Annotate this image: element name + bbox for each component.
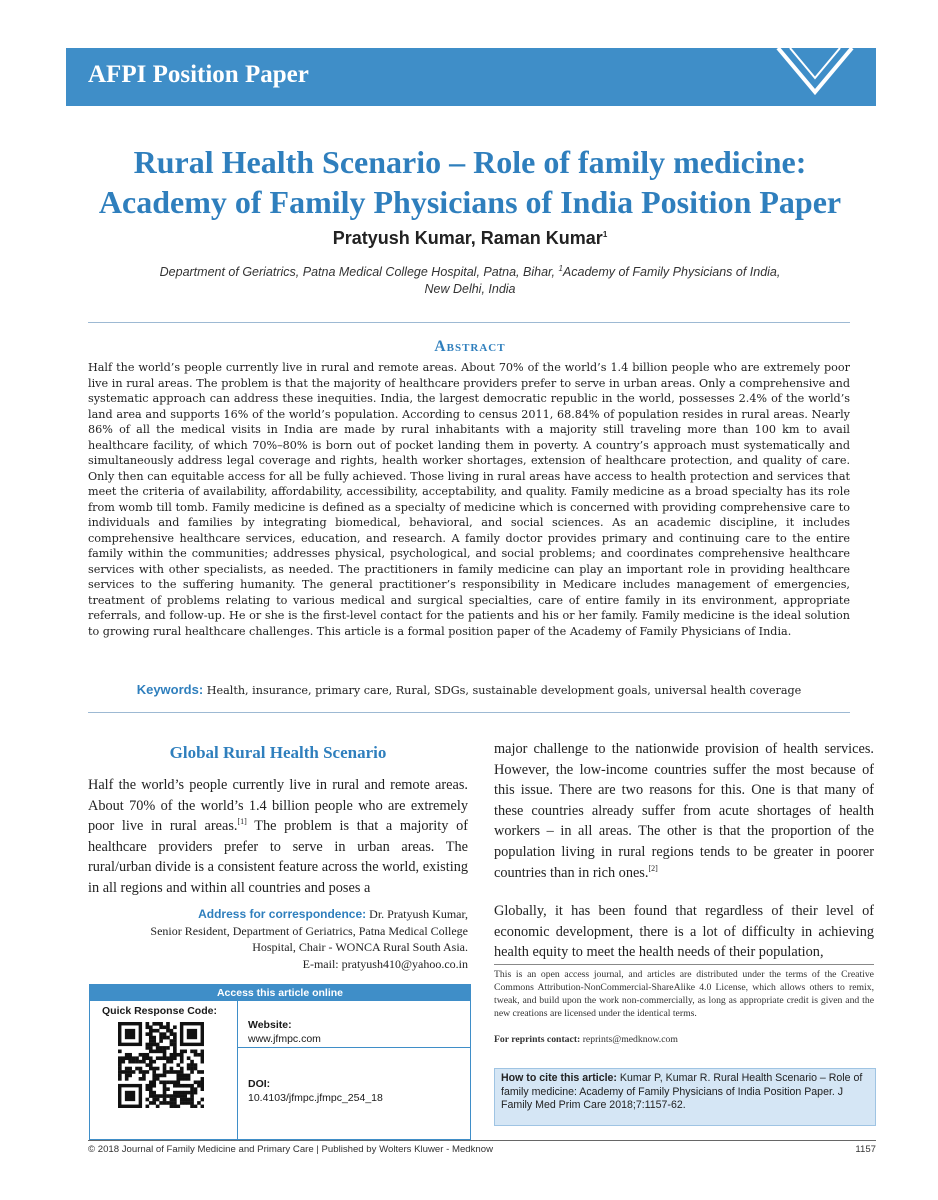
abstract-heading: Abstract [434,338,506,355]
website-label: Website: [248,1019,292,1031]
citation-text: Kumar P, Kumar R. Rural Health Scenario – Role of family medicine: Academy of Family Physicians of India Position Paper. J Family Med Prim Care 2018;7:1157-62. [501,1072,863,1112]
website-link[interactable]: www.jfmpc.com [248,1033,321,1045]
correspondence-line-3: Hospital, Chair - WONCA Rural South Asia. [252,940,468,954]
left-paragraph-text-a: Half the world’s people currently live in rural and remote areas. About 70% of the world’s 1.4 billion people who are extremely poor live in rural areas. [88,777,468,835]
correspondence-label: Address for correspondence: [198,907,367,921]
header-banner [66,48,876,106]
affiliation [120,264,820,298]
affiliation-line-1b: Academy of Family Physicians of India, [562,265,781,279]
correspondence-line-2: Senior Resident, Department of Geriatrics, Patna Medical College [150,923,468,938]
qr-label: Quick Response Code: [102,1005,217,1017]
keywords-bottom-rule [88,712,850,713]
correspondence-line-1: Dr. Pratyush Kumar, [366,907,468,921]
reprints-contact [494,1034,874,1045]
article-title-line-1: Rural Health Scenario – Role of family medicine: [133,144,807,180]
reference-marker-2: [2] [648,863,658,873]
banner-title: AFPI Position Paper [88,61,309,88]
footer-rule [88,1140,876,1141]
left-paragraph [88,775,468,899]
author-list [70,228,870,249]
access-divider-vertical [237,1001,238,1139]
license-text: This is an open access journal, and articles are distributed under the terms of the Creative Commons Attribution-NonCommercial-ShareAlike 4.0 License, which allows others to remix, tweak, and build upon the work non-commercially, as long as appropriate credit is given and the new creations are licensed under the identical terms. [494,969,874,1019]
page-number: 1157 [855,1144,876,1155]
qr-code-icon[interactable] [118,1022,204,1108]
abstract-top-rule [88,322,850,323]
citation-box [494,1068,876,1126]
reference-marker-1: [1] [237,817,247,827]
access-heading: Access this article online [90,985,470,1001]
correspondence-email: E-mail: pratyush410@yahoo.co.in [302,956,468,971]
banner-chevron-icon [770,48,860,106]
reprints-email[interactable]: reprints@medknow.com [580,1034,678,1045]
right-paragraph-1-text: major challenge to the nationwide provision of health services. However, the low-income countries suffer the most because of this issue. There are two reasons for this. One is that many of these countries already suffer from acute shortages of health workers – in all areas. The other is that the proportion of the population living in rural regions tends to be greater in poorer countries than in rich ones. [494,741,874,881]
footer-copyright: © 2018 Journal of Family Medicine and Primary Care | Published by Wolters Kluwer - Medknow [88,1144,494,1155]
section-heading: Global Rural Health Scenario [169,743,387,762]
right-paragraph-1 [494,739,874,883]
right-column-body [494,739,874,963]
reprints-label: For reprints contact: [494,1034,581,1045]
keywords-label: Keywords: [136,682,204,697]
doi-label: DOI: [248,1078,271,1090]
access-divider-horizontal [237,1047,470,1048]
article-title-line-2: Academy of Family Physicians of India Position Paper [98,184,842,220]
keywords-text: Health, insurance, primary care, Rural, SDGs, sustainable development goals, universal health coverage [206,684,802,697]
left-paragraph-text-b: The problem is that a majority of healthcare providers prefer to serve in urban areas. The rural/urban divide is a consistent feature across the world, existing in all regions and within all countries and poses a [88,818,468,896]
authors-text: Pratyush Kumar, Raman Kumar [332,228,603,248]
authors-affiliation-marker: 1 [602,230,608,239]
keywords [88,682,850,697]
affiliation-line-1: Department of Geriatrics, Patna Medical College Hospital, Patna, Bihar, [159,265,559,279]
license-rule [494,964,874,965]
citation-label: How to cite this article: [501,1072,617,1084]
doi-link[interactable]: 10.4103/jfmpc.jfmpc_254_18 [248,1092,383,1104]
left-column-body [88,775,468,899]
access-article-box [89,984,471,1140]
correspondence-block [88,906,468,972]
right-paragraph-2: Globally, it has been found that regardless of their level of economic development, there is a lot of difficulty in achieving health equity to meet the health needs of their population, [494,903,874,961]
abstract-text: Half the world’s people currently live in rural and remote areas. About 70% of the world’s 1.4 billion people who are extremely poor live in rural areas. The problem is that the majority of healthcare providers prefer to serve in urban areas. Only a comprehensive and systematic approach can address these inequities. India, the largest democratic republic in the world, possesses 2.4% of the world’s land area and supports 16% of the world’s population. According to census 2011, 68.84% of population resides in rural areas. Nearly 86% of all the medical visits in India are made by rural inhabitants with a majority still traveling more than 100 km to avail healthcare facility, of which 70%–80% is born out of pocket landing them in poverty. A country’s approach must systematically and simultaneously address legal coverage and rights, health worker shortages, extension of healthcare protection, and quality of care. Only then can equitable access for all be fully achieved. Those living in rural areas have access to health protection and services that meet the criteria of availability, affordability, accessibility, acceptability, and quality. Family medicine as a broad specialty has its role from womb till tomb. Family medicine is defined as a specialty of medicine which is concerned with providing comprehensive care to individuals and families by integrating biomedical, behavioral, and social sciences. As an academic discipline, it includes comprehensive healthcare services, education, and research. A family doctor provides primary and continuing care to the entire family within the communities; addresses physical, psychological, and social problems; and coordinates comprehensive healthcare services with other specialists, as needed. The practitioners in family medicine can play an important role in providing healthcare services to the suffering humanity. The general practitioner’s responsibility in Medicare includes management of emergencies, treatment of problems relating to various medical and surgical specialties, care of entire family in its environment, appropriate referrals, and follow-up. He or she is the first-level contact for the patients and his or her family. Family medicine is the ideal solution to growing rural healthcare challenges. This article is a formal position paper of the Academy of Family Physicians of India. [88,361,850,638]
affiliation-line-2: New Delhi, India [424,282,516,296]
affiliation-marker: 1 [558,263,563,273]
